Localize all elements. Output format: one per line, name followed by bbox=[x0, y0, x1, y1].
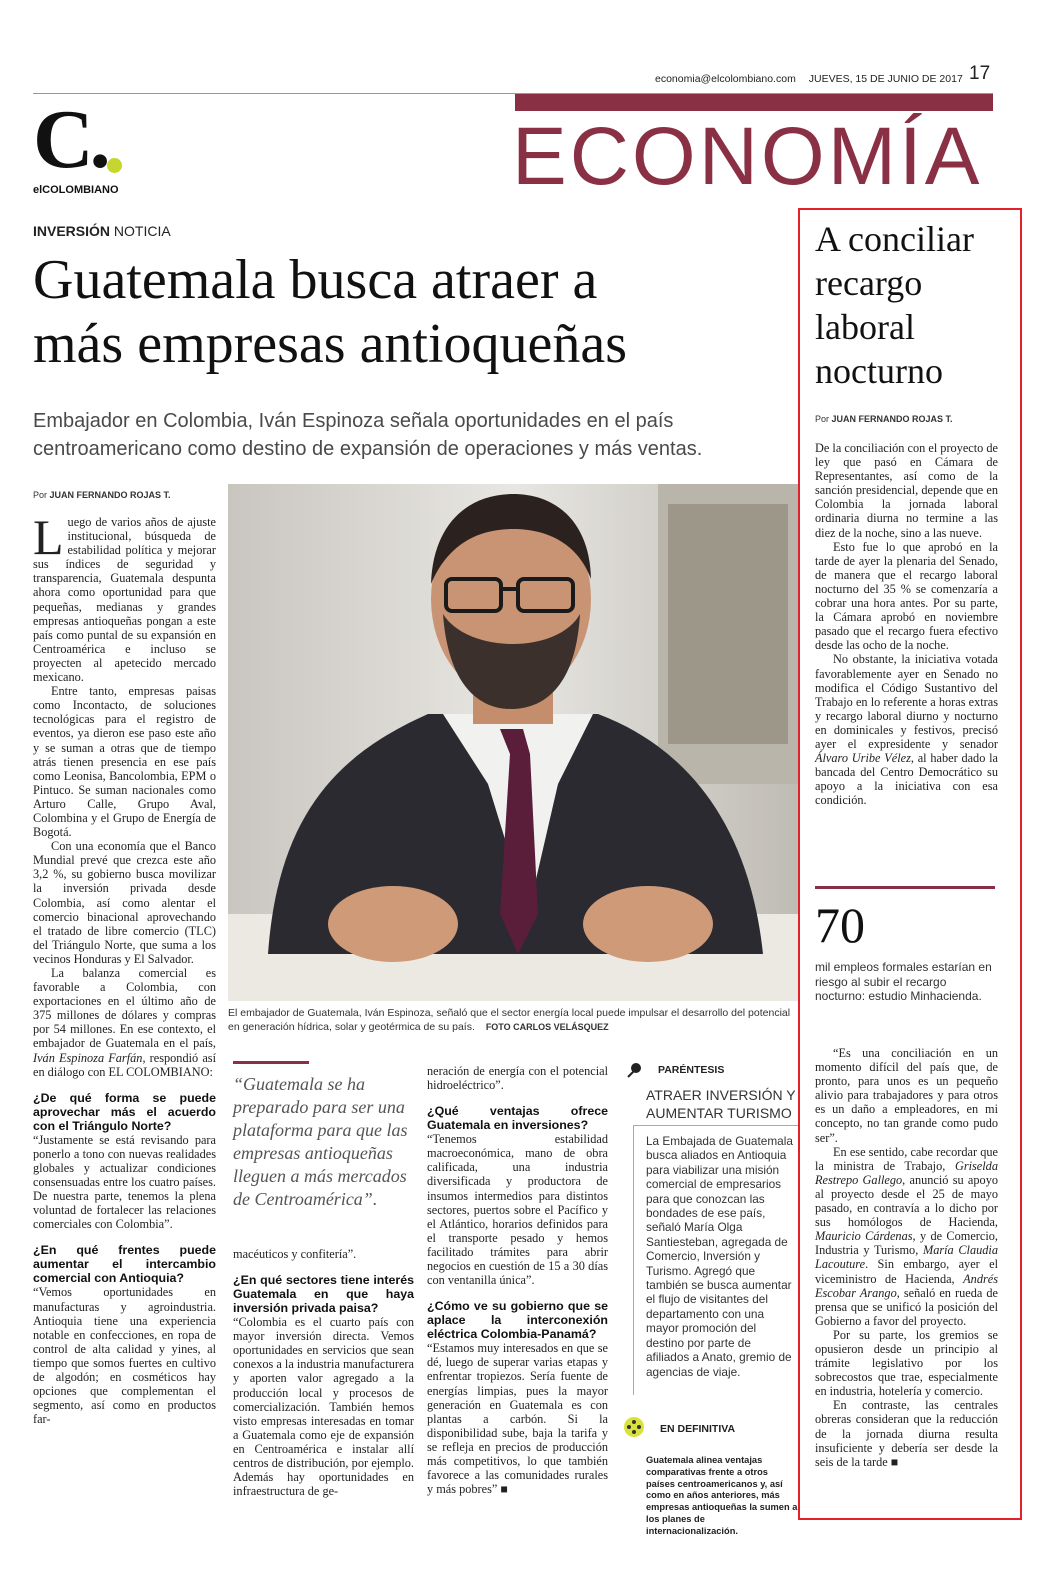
question-3: ¿En qué sectores tiene interés Guatemala en que haya inversión privada paisa? bbox=[233, 1273, 414, 1316]
definitiva-label: EN DEFINITIVA bbox=[660, 1423, 736, 1435]
answer-5 bbox=[427, 1341, 608, 1496]
sidebar-paragraph-5 bbox=[815, 1145, 998, 1328]
hacienda-minister-name: Mauricio Cárdenas bbox=[815, 1229, 913, 1244]
kicker-type: NOTICIA bbox=[113, 223, 171, 239]
drop-cap: L bbox=[33, 509, 64, 565]
photo-caption bbox=[228, 1006, 798, 1034]
definitiva-icon bbox=[624, 1417, 644, 1437]
sidebar-headline bbox=[815, 217, 1015, 393]
sidebar-paragraph-6: Por su parte, los gremios se opusieron desde un principio al trámite legislativo por los sobrecostos que trae, especialmente en industria, hotelería y comercio. bbox=[815, 1327, 998, 1399]
parentesis-title-1: ATRAER INVERSIÓN Y bbox=[646, 1087, 796, 1103]
en-definitiva-box bbox=[622, 1415, 800, 1536]
issue-date: JUEVES, 15 DE JUNIO DE 2017 bbox=[808, 73, 963, 85]
sidebar-paragraph-5-mid1: , anunció su apoyo al proyecto desde el 25 de mayo pasado, en contravía a lo dicho por sus homólogos de Hacienda, bbox=[815, 1172, 998, 1230]
question-5: ¿Cómo ve su gobierno que se aplace la interconexión eléctrica Colombia-Panamá? bbox=[427, 1299, 608, 1342]
parentesis-text: La Embajada de Guatemala busca aliados en Antioquia para viabilizar una misión comercial de empresarios para que conozcan las bondades de ese país, señaló María Olga Santiesteban, agregada de Comercio, Inversión y Turismo. Agregó que también se busca aumentar el flujo de visitantes del departamento con una mayor promoción del destino por parte de afiliados a Anato, gremio de agencias de viaje. bbox=[646, 1134, 793, 1379]
paragraph-4 bbox=[33, 966, 216, 1079]
ambassador-portrait-image bbox=[228, 484, 798, 1001]
parentesis-title-2: AUMENTAR TURISMO bbox=[646, 1105, 792, 1121]
stat-value: 70 bbox=[815, 897, 865, 953]
article-kicker bbox=[33, 223, 171, 239]
sidebar-end-mark: ■ bbox=[890, 1454, 899, 1469]
newspaper-logo bbox=[33, 93, 143, 200]
pull-quote-rule bbox=[233, 1061, 309, 1064]
paragraph-4-tail: , respondió así en diálogo con EL COLOMBIANO: bbox=[33, 1050, 216, 1079]
sidebar-text-top bbox=[815, 441, 998, 807]
main-column-3 bbox=[427, 1064, 608, 1496]
sidebar-text-bottom bbox=[815, 1046, 998, 1469]
sidebar-headline-2: recargo bbox=[815, 263, 923, 303]
section-email: economia@elcolombiano.com bbox=[655, 73, 796, 85]
sidebar-paragraph-2: Esto fue lo que aprobó en la tarde de ayer la plenaria del Senado, de manera que el recargo laboral nocturno del 35 % se comenzaría a cobrar una hora antes. Por su parte, la Cámara aprobó en noviembre pasado que el recargo fuera efectivo desde las ocho de la noche. bbox=[815, 539, 998, 653]
logo-dot bbox=[107, 158, 122, 173]
paragraph-4-text: La balanza comercial es favorable a Colombia, con exportaciones en el último año de 375 millones de dólares y compras por 54 millones. En ese contexto, el embajador de Guatemala en el país, bbox=[33, 966, 216, 1051]
sidebar-paragraph-5-mid2: , y de Comercio, Industria y Turismo, bbox=[815, 1229, 998, 1258]
sidebar-paragraph-3 bbox=[815, 652, 998, 807]
pin-icon bbox=[626, 1062, 642, 1078]
sidebar-paragraph-7 bbox=[815, 1398, 998, 1468]
parentesis-left-rule bbox=[633, 1125, 634, 1395]
pull-quote: “Guatemala se ha preparado para ser una plataforma para que las empresas antioqueñas lleguen a más mercados de Centroamérica”. bbox=[233, 1074, 408, 1209]
sidebar-paragraph-4: “Es una conciliación en un momento difícil del país que, de pronto, para unos es un pequeño alivio para trabajadores y para otros es un daño a empleadores, en mi concepto, no tan grande como pudo ser”. bbox=[815, 1046, 998, 1145]
logo-letter: C. bbox=[33, 93, 107, 186]
definitiva-text: Guatemala alinea ventajas comparativas frente a otros países centroamericanos y, así como en años anteriores, más empresas antioqueñas la sumen a los planes de internacionalización. bbox=[646, 1455, 798, 1536]
ambassador-name: Iván Espinoza Farfán bbox=[33, 1050, 143, 1065]
section-title: ECONOMÍA bbox=[512, 111, 983, 202]
sidebar-paragraph-5-text: En ese sentido, cabe recordar que la ministra de Trabajo, bbox=[815, 1144, 998, 1173]
answer-3: “Colombia es el cuarto país con mayor inversión directa. Vemos oportunidades en servicios que sean conexos a la industria manufacturera y aporten valor agregado a la producción local y procesos de comercialización. También hemos visto empresas interesadas en tomar a Guatemala como eje de expansión en Centroamérica e instalar allí centros de distribución, por ejemplo. Además hay oportunidades en infraestructura de ge- bbox=[233, 1315, 414, 1499]
question-1: ¿De qué forma se puede aprovechar más el acuerdo con el Triángulo Norte? bbox=[33, 1090, 216, 1133]
main-column-1 bbox=[33, 509, 216, 1427]
answer-5-text: “Estamos muy interesados en que se dé, luego de superar varias etapas y enfrentar tropiezos. Sería fuente de energías limpias, pues la mayor generación en Guatemala es con plantas a carbón. Si la disponibilidad sube, baja la tarifa y se refleja en precios de producción más competitivos, lo que también favorece a las comunidades rurales y más pobres” bbox=[427, 1341, 608, 1497]
paragraph-1-text: uego de varios años de ajuste institucional, búsqueda de estabilidad política y mejorar sus índices de seguridad y transparencia, Guatemala despunta ahora como oportunidad para que pequeñas, medianas y grandes empresas antioqueñas pongan a este país como puntal de su expansión en Centroamérica e incluso se proyecten al apetecido mercado mexicano. bbox=[33, 515, 216, 685]
sidebar-paragraph-5-mid3: . Sin embargo, ayer el viceministro de Hacienda, bbox=[815, 1257, 998, 1286]
sidebar-byline-prefix: Por bbox=[815, 414, 830, 424]
sidebar-headline-3: laboral bbox=[815, 307, 915, 347]
article-deck bbox=[33, 407, 803, 463]
question-4: ¿Qué ventajas ofrece Guatemala en inversiones? bbox=[427, 1104, 608, 1133]
sidebar-headline-4: nocturno bbox=[815, 351, 943, 391]
paragraph-1 bbox=[33, 509, 216, 685]
article-headline bbox=[33, 248, 803, 376]
column-3-continuation: neración de energía con el potencial hidroeléctrico”. bbox=[427, 1064, 608, 1093]
commerce-minister-name: María Claudia Lacouture bbox=[815, 1243, 998, 1272]
parentesis-top-rule bbox=[633, 1125, 800, 1126]
parentesis-box bbox=[622, 1061, 800, 1398]
question-2: ¿En qué frentes puede aumentar el intercambio comercial con Antioquia? bbox=[33, 1243, 216, 1286]
headline-line-1: Guatemala busca atraer a bbox=[33, 249, 598, 311]
sidebar-paragraph-5-tail: , señaló en rueda de prensa que se unificó la posición del Gobierno a favor del proyecto. bbox=[815, 1285, 999, 1328]
main-column-2 bbox=[233, 1247, 414, 1498]
answer-4: “Tenemos estabilidad macroeconómica, mano de obra calificada, una industria diversificada y productora de insumos intermedios para distintos sectores, puertos sobre el Pacífico y el Atlántico, horarios definidos para el transporte pesado y hemos facilitado trámites para abrir negocios en cuestión de 15 a 30 días con ventanilla única”. bbox=[427, 1132, 608, 1288]
byline-prefix: Por bbox=[33, 490, 48, 500]
sidebar-paragraph-3-tail: , al haber dado la bancada del Centro Democrático su apoyo a la iniciativa con esa condición. bbox=[815, 751, 998, 808]
deck-line-1: Embajador en Colombia, Iván Espinoza señala oportunidades en el país bbox=[33, 410, 674, 432]
masthead-line bbox=[655, 73, 963, 85]
byline-author: JUAN FERNANDO ROJAS T. bbox=[49, 490, 171, 500]
sidebar-byline bbox=[815, 414, 953, 424]
ambassador-photo bbox=[228, 484, 798, 1001]
headline-line-2: más empresas antioqueñas bbox=[33, 313, 628, 375]
sidebar-paragraph-3-text: No obstante, la iniciativa votada favorablemente ayer en Senado no modifica el Código Sustantivo del Trabajo en lo referente a horas extras y recargo laboral diurno y nocturno en dominicales y festivos, precisó ayer el expresidente y senador bbox=[815, 652, 998, 751]
deck-line-2: centroamericano como destino de expansión de operaciones y más ventas. bbox=[33, 438, 703, 460]
sidebar-paragraph-7-text: En contraste, las centrales obreras consideran que la reducción de la jornada diurna resulta insuficiente y debería ser desde la seis de la tarde bbox=[815, 1398, 998, 1469]
sidebar-headline-1: A conciliar bbox=[815, 219, 974, 259]
photo-credit: FOTO CARLOS VELÁSQUEZ bbox=[485, 1022, 609, 1032]
parentesis-title bbox=[646, 1086, 802, 1122]
sidebar-paragraph-1: De la conciliación con el proyecto de ley que pasó en Cámara de Representantes, así como de la sanción presidencial, depende que en Colombia la jornada laboral ordinaria diurna no termine a las diez de la noche, sino a las nueve. bbox=[815, 441, 999, 540]
viceminister-name: Andrés Escobar Arango bbox=[815, 1271, 998, 1300]
minister-name: Griselda Restrepo Gallego bbox=[815, 1158, 998, 1187]
page-number: 17 bbox=[969, 63, 991, 84]
article-byline bbox=[33, 490, 171, 500]
paragraph-2: Entre tanto, empresas paisas como Incontacto, de soluciones tecnológicas para el registro de eventos, ya dieron ese paso este año y se suman a otras que de tiempo atrás tienen presencia en ese país como Leonisa, Bancolombia, EPM o Pintuco. Se suman nacionales como Arturo Calle, Grupo Aval, Colombina y el Grupo de Energía de Bogotá. bbox=[33, 684, 216, 840]
answer-2: “Vemos oportunidades en manufacturas y agroindustria. Antioquia tiene una experiencia notable en confecciones, en ropa de control de alta calidad y yines, al tiempo que somos fuertes en cultivo de algodón; en cosméticos hay opciones que complementan el segmento, así como en productos far- bbox=[33, 1285, 216, 1427]
end-mark: ■ bbox=[500, 1482, 508, 1497]
caption-text: El embajador de Guatemala, Iván Espinoza, señaló que el sector energía local puede impulsar el desarrollo del potencial en generación hídrica, solar y geotérmica de su país. bbox=[228, 1007, 791, 1033]
paragraph-3: Con una economía que el Banco Mundial prevé que crezca este año 3,2 %, su gobierno busca movilizar la inversión privada desde Colombia, así como alentar el comercio binacional aprovechando el tratado de libre comercio (TLC) del Triángulo Norte, que suma a los vecinos Honduras y El Salvador. bbox=[33, 839, 216, 966]
answer-1: “Justamente se está revisando para ponerlo a tono con nuevas realidades globales y actualizar condiciones consensuadas entre los cuatro países. De nuestra parte, tenemos la plena voluntad de fortalecer las relaciones comerciales con Colombia”. bbox=[33, 1132, 216, 1232]
sidebar-byline-author: JUAN FERNANDO ROJAS T. bbox=[831, 414, 953, 424]
column-2-continuation: macéuticos y confitería”. bbox=[233, 1247, 357, 1261]
parentesis-label: PARÉNTESIS bbox=[658, 1064, 725, 1076]
stat-text: mil empleos formales estarían en riesgo al subir el recargo nocturno: estudio Minhacienda. bbox=[815, 960, 992, 1003]
stat-rule bbox=[815, 886, 995, 889]
logo-name: elCOLOMBIANO bbox=[33, 184, 119, 196]
section-color-bar bbox=[515, 94, 993, 111]
kicker-topic: INVERSIÓN bbox=[33, 223, 111, 239]
senator-name: Álvaro Uribe Vélez bbox=[815, 751, 911, 766]
